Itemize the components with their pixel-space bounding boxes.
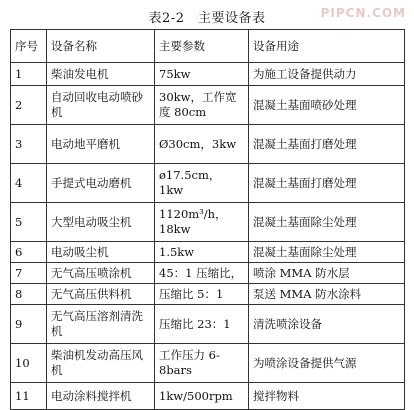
cell-no: 10	[11, 344, 47, 383]
cell-no: 5	[11, 203, 47, 242]
cell-use: 混凝土基面打磨处理	[249, 164, 405, 203]
cell-param: 30kw，工作宽度 80cm	[155, 86, 249, 125]
cell-param: 75kw	[155, 63, 249, 86]
cell-no: 4	[11, 164, 47, 203]
table-row	[11, 125, 405, 164]
cell-no: 8	[11, 284, 47, 305]
cell-use: 泵送 MMA 防水涂料	[249, 284, 405, 305]
cell-param: 压缩比 5：1	[155, 284, 249, 305]
cell-name: 柴油机发动高压风机	[47, 344, 155, 383]
cell-name: 无气高压供料机	[47, 284, 155, 305]
cell-use: 喷涂 MMA 防水层	[249, 263, 405, 284]
cell-param: 压缩比 23：1	[155, 305, 249, 344]
cell-no: 3	[11, 125, 47, 164]
cell-name: 大型电动吸尘机	[47, 203, 155, 242]
cell-no: 9	[11, 305, 47, 344]
table-row	[11, 63, 405, 86]
equipment-table	[10, 29, 405, 410]
cell-name: 手提式电动磨机	[47, 164, 155, 203]
table-caption: 表2-2 主要设备表	[148, 11, 266, 26]
cell-use: 混凝土基面除尘处理	[249, 242, 405, 263]
cell-name: 自动回收电动喷砂机	[47, 86, 155, 125]
table-row	[11, 263, 405, 284]
cell-name: 电动吸尘机	[47, 242, 155, 263]
cell-use: 混凝土基面打磨处理	[249, 125, 405, 164]
cell-use: 为施工设备提供动力	[249, 63, 405, 86]
cell-param: Ø30cm，3kw	[155, 125, 249, 164]
table-row	[11, 242, 405, 263]
cell-use: 混凝土基面除尘处理	[249, 203, 405, 242]
cell-name: 电动涂料搅拌机	[47, 383, 155, 410]
watermark: PIPCN.COM	[320, 6, 406, 20]
cell-no: 11	[11, 383, 47, 410]
header-use: 设备用途	[249, 30, 405, 63]
header-param: 主要参数	[155, 30, 249, 63]
cell-param: 工作压力 6-8bars	[155, 344, 249, 383]
header-no: 序号	[11, 30, 47, 63]
cell-use: 搅拌物料	[249, 383, 405, 410]
cell-no: 6	[11, 242, 47, 263]
cell-use: 为喷涂设备提供气源	[249, 344, 405, 383]
cell-param: ø17.5cm，1kw	[155, 164, 249, 203]
table-row	[11, 305, 405, 344]
table-row	[11, 86, 405, 125]
cell-param: 1.5kw	[155, 242, 249, 263]
table-row	[11, 344, 405, 383]
cell-no: 1	[11, 63, 47, 86]
cell-no: 2	[11, 86, 47, 125]
cell-name: 电动地平磨机	[47, 125, 155, 164]
cell-param: 1120m³/h，18kw	[155, 203, 249, 242]
cell-param: 1kw/500rpm	[155, 383, 249, 410]
table-row	[11, 284, 405, 305]
table-row	[11, 383, 405, 410]
cell-no: 7	[11, 263, 47, 284]
cell-name: 无气高压溶剂清洗机	[47, 305, 155, 344]
cell-param: 45：1 压缩比，	[155, 263, 249, 284]
cell-name: 无气高压喷涂机	[47, 263, 155, 284]
cell-use: 清洗喷涂设备	[249, 305, 405, 344]
table-row	[11, 164, 405, 203]
cell-use: 混凝土基面喷砂处理	[249, 86, 405, 125]
table-row	[11, 203, 405, 242]
header-name: 设备名称	[47, 30, 155, 63]
cell-name: 柴油发电机	[47, 63, 155, 86]
table-header-row	[11, 30, 405, 63]
